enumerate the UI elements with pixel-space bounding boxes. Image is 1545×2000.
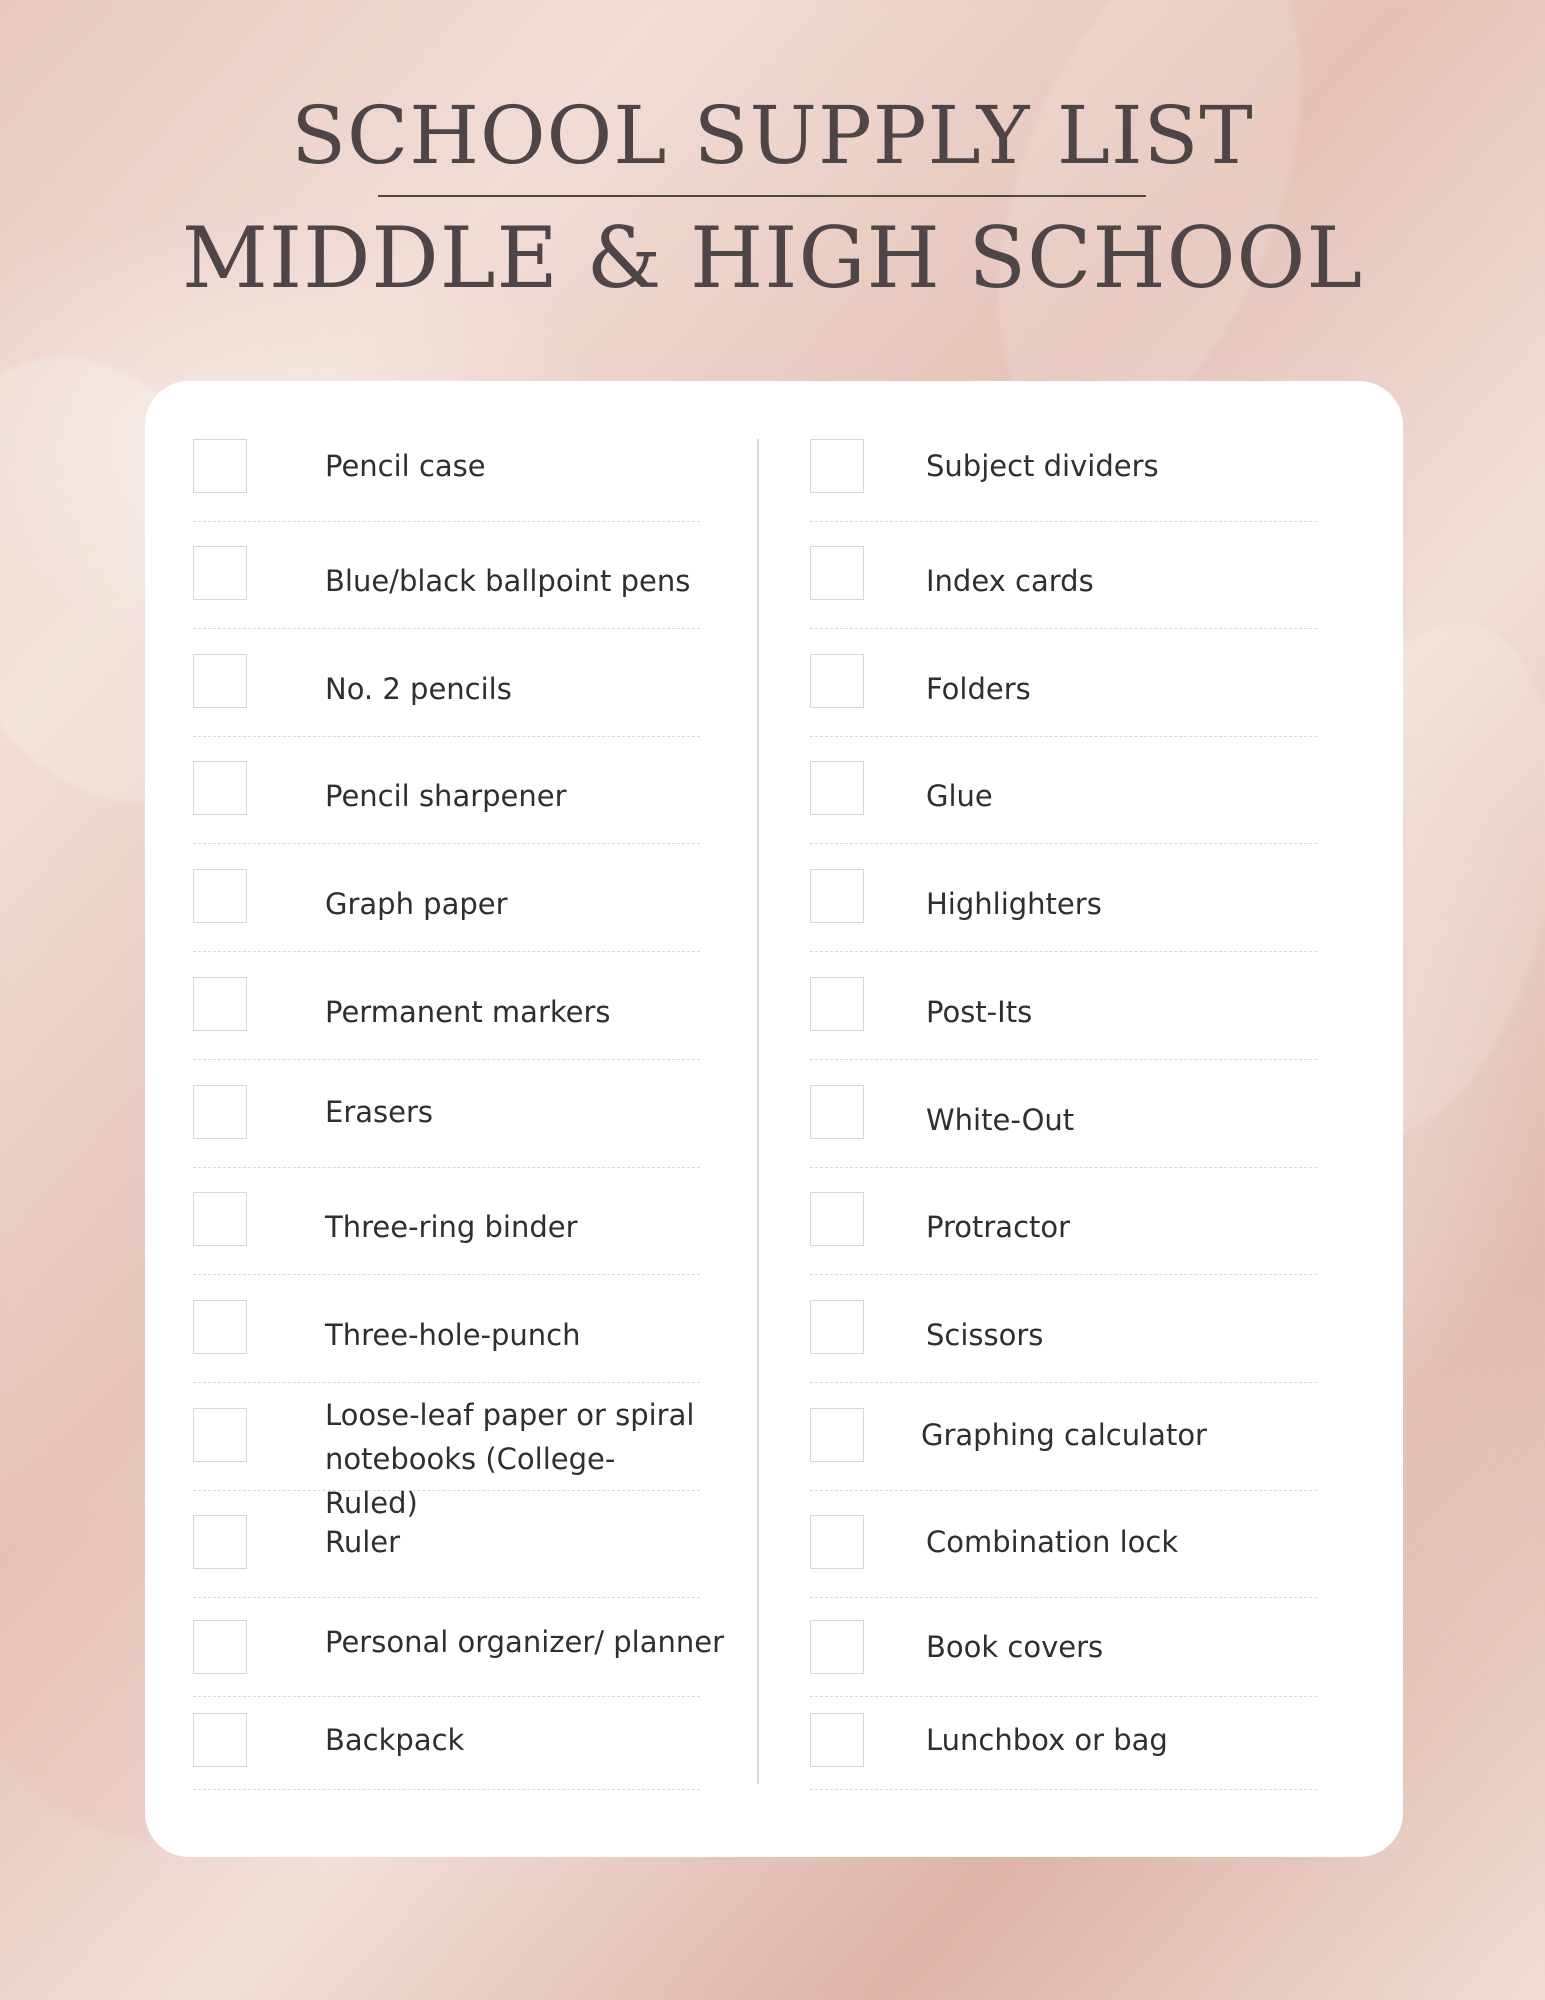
checklist-item (810, 1300, 1317, 1352)
item-checkbox[interactable] (193, 761, 247, 815)
checklist-item (193, 1192, 700, 1244)
item-label: Scissors (926, 1318, 1044, 1352)
checklist-item (810, 977, 1317, 1029)
checklist-item (193, 1713, 700, 1757)
item-rule (193, 628, 700, 629)
item-checkbox[interactable] (810, 654, 864, 708)
checklist-item (193, 1620, 725, 1659)
item-rule (193, 736, 700, 737)
item-label: Post-Its (926, 995, 1033, 1029)
item-label: Personal organizer/ planner (325, 1625, 725, 1659)
item-label: Three-hole-punch (325, 1318, 581, 1352)
checklist-item (193, 654, 700, 706)
item-rule (810, 1167, 1317, 1168)
item-rule (810, 1382, 1317, 1383)
item-checkbox[interactable] (810, 1192, 864, 1246)
item-rule (193, 1490, 700, 1491)
checklist-item (810, 1192, 1317, 1244)
item-label: Glue (926, 779, 993, 813)
item-rule (193, 843, 700, 844)
item-checkbox[interactable] (193, 1620, 247, 1674)
item-label: Loose-leaf paper or spiral notebooks (College-Ruled) (325, 1398, 695, 1520)
item-checkbox[interactable] (810, 977, 864, 1031)
column-divider (757, 439, 759, 1784)
item-checkbox[interactable] (810, 1408, 864, 1462)
item-label: Index cards (926, 564, 1094, 598)
item-checkbox[interactable] (810, 1085, 864, 1139)
item-rule (193, 951, 700, 952)
item-rule (810, 628, 1317, 629)
item-rule (193, 1597, 700, 1598)
item-checkbox[interactable] (193, 1515, 247, 1569)
checklist-item (193, 1300, 700, 1352)
checklist-item (193, 1085, 700, 1129)
title-divider (378, 195, 1146, 197)
item-label: Pencil sharpener (325, 779, 567, 813)
checklist-item (193, 546, 700, 598)
checklist-item (193, 439, 700, 483)
checklist-item (193, 761, 700, 813)
page-title: SCHOOL SUPPLY LIST (291, 89, 1254, 182)
item-label: Ruler (325, 1525, 401, 1559)
item-label: No. 2 pencils (325, 672, 512, 706)
item-label: Pencil case (325, 449, 486, 483)
item-checkbox[interactable] (193, 1300, 247, 1354)
item-checkbox[interactable] (810, 1300, 864, 1354)
item-checkbox[interactable] (810, 761, 864, 815)
item-checkbox[interactable] (193, 1713, 247, 1767)
checklist-item (810, 439, 1317, 483)
checklist-item (810, 1408, 1317, 1452)
item-checkbox[interactable] (810, 439, 864, 493)
item-rule (193, 1382, 700, 1383)
checklist-item (193, 869, 700, 921)
item-label: Erasers (325, 1095, 433, 1129)
checklist-item (193, 1398, 700, 1520)
item-checkbox[interactable] (193, 869, 247, 923)
item-rule (193, 1696, 700, 1697)
checklist-item (810, 1515, 1317, 1559)
item-checkbox[interactable] (193, 546, 247, 600)
item-label: Three-ring binder (325, 1210, 578, 1244)
item-checkbox[interactable] (193, 1408, 247, 1462)
item-label: Combination lock (926, 1525, 1179, 1559)
item-checkbox[interactable] (193, 1192, 247, 1246)
item-rule (810, 1597, 1317, 1598)
item-label: Lunchbox or bag (926, 1723, 1168, 1757)
item-checkbox[interactable] (810, 546, 864, 600)
item-rule (810, 1696, 1317, 1697)
item-label: Folders (926, 672, 1031, 706)
checklist-item (810, 654, 1317, 706)
item-label: Protractor (926, 1210, 1071, 1244)
item-checkbox[interactable] (193, 1085, 247, 1139)
item-rule (193, 1059, 700, 1060)
item-checkbox[interactable] (810, 1620, 864, 1674)
item-rule (193, 521, 700, 522)
checklist-item (810, 1620, 1317, 1664)
item-label: Subject dividers (926, 449, 1159, 483)
item-rule (193, 1789, 700, 1790)
item-rule (193, 1167, 700, 1168)
page-subtitle: MIDDLE & HIGH SCHOOL (181, 209, 1364, 307)
item-checkbox[interactable] (810, 1515, 864, 1569)
item-checkbox[interactable] (810, 869, 864, 923)
item-rule (810, 521, 1317, 522)
item-rule (810, 1274, 1317, 1275)
item-checkbox[interactable] (810, 1713, 864, 1767)
item-label: Graph paper (325, 887, 508, 921)
checklist-item (810, 1713, 1317, 1757)
item-label: Graphing calculator (921, 1418, 1207, 1452)
item-label: Permanent markers (325, 995, 611, 1029)
item-rule (810, 1490, 1317, 1491)
item-label: Blue/black ballpoint pens (325, 564, 691, 598)
item-label: Highlighters (926, 887, 1102, 921)
item-label: White-Out (926, 1103, 1075, 1137)
item-checkbox[interactable] (193, 654, 247, 708)
checklist-item (193, 977, 700, 1029)
item-rule (810, 951, 1317, 952)
item-checkbox[interactable] (193, 439, 247, 493)
item-checkbox[interactable] (193, 977, 247, 1031)
item-rule (810, 1789, 1317, 1790)
checklist-item (193, 1515, 700, 1559)
item-rule (810, 1059, 1317, 1060)
checklist-item (810, 869, 1317, 921)
item-label: Backpack (325, 1723, 465, 1757)
checklist-item (810, 546, 1317, 598)
item-rule (810, 736, 1317, 737)
checklist-item (810, 761, 1317, 813)
item-rule (193, 1274, 700, 1275)
checklist-item (810, 1085, 1317, 1137)
item-rule (810, 843, 1317, 844)
item-label: Book covers (926, 1630, 1104, 1664)
